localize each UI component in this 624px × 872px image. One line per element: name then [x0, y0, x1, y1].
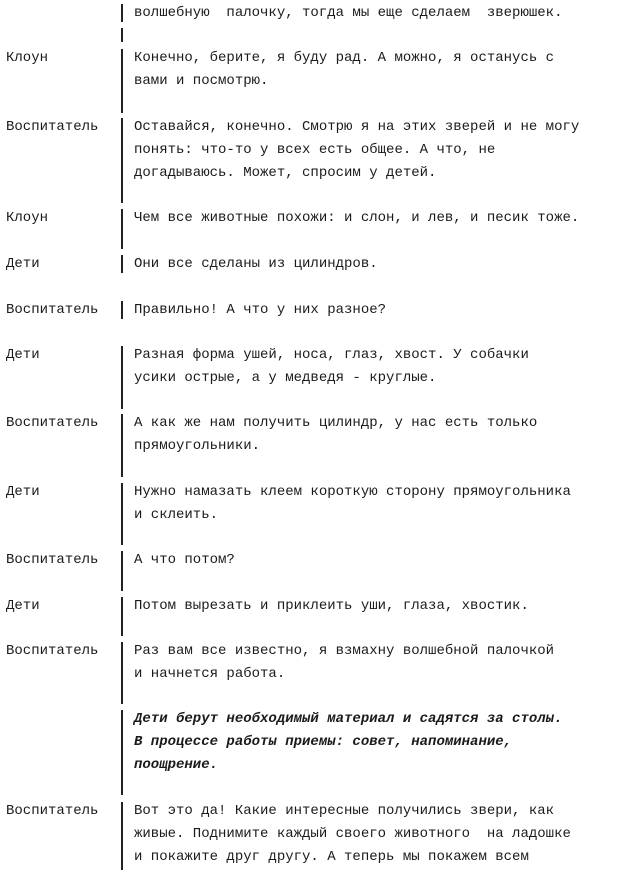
- column-separator: [121, 209, 123, 249]
- speech-text: А как же нам получить цилиндр, у нас есть только прямоугольники.: [134, 415, 538, 454]
- column-separator: [121, 28, 123, 42]
- speaker-name: Дети: [6, 347, 40, 363]
- speaker-name: Воспитатель: [6, 552, 99, 568]
- column-separator: [121, 551, 123, 591]
- column-separator: [121, 642, 123, 704]
- speech-text: Разная форма ушей, носа, глаз, хвост. У собачки усики острые, а у медведя - круглые.: [134, 347, 529, 386]
- speech-text: Оставайся, конечно. Смотрю я на этих зверей и не могу понять: что-то у всех есть общее. А что, не догадываюсь. Может, спросим у детей.: [134, 119, 580, 181]
- column-separator: [121, 255, 123, 273]
- speaker-name: Воспитатель: [6, 803, 99, 819]
- speech-text: А что потом?: [134, 552, 235, 568]
- column-separator: [121, 346, 123, 409]
- speaker-name: Дети: [6, 484, 40, 500]
- column-separator: [121, 4, 123, 22]
- speech-text: Правильно! А что у них разное?: [134, 302, 387, 318]
- stage-direction: Дети берут необходимый материал и садятся за столы. В процессе работы приемы: совет, напоминание, поощрение.: [134, 711, 563, 773]
- speech-text: Раз вам все известно, я взмахну волшебной палочкой и начнется работа.: [134, 643, 555, 682]
- column-separator: [121, 597, 123, 636]
- speaker-name: Воспитатель: [6, 302, 99, 318]
- speech-text: Чем все животные похожи: и слон, и лев, и песик тоже.: [134, 210, 580, 226]
- speaker-name: Воспитатель: [6, 415, 99, 431]
- speech-text: Конечно, берите, я буду рад. А можно, я останусь с вами и посмотрю.: [134, 50, 555, 89]
- speaker-name: Воспитатель: [6, 643, 99, 659]
- speaker-name: Дети: [6, 256, 40, 272]
- speaker-name: Воспитатель: [6, 119, 99, 135]
- column-separator: [121, 49, 123, 113]
- speaker-name: Дети: [6, 598, 40, 614]
- speech-text: Нужно намазать клеем короткую сторону прямоугольника и склеить.: [134, 484, 571, 523]
- speech-text: волшебную палочку, тогда мы еще сделаем зверюшек.: [134, 5, 563, 21]
- speaker-name: Клоун: [6, 50, 49, 66]
- column-separator: [121, 802, 123, 870]
- speech-text: Вот это да! Какие интересные получились звери, как живые. Поднимите каждый своего животного на ладошке и покажите друг другу. А теперь мы покажем всем: [134, 803, 571, 865]
- speech-text: Потом вырезать и приклеить уши, глаза, хвостик.: [134, 598, 529, 614]
- speaker-name: Клоун: [6, 210, 49, 226]
- column-separator: [121, 301, 123, 319]
- speech-text: Они все сделаны из цилиндров.: [134, 256, 378, 272]
- column-separator: [121, 118, 123, 203]
- column-separator: [121, 414, 123, 477]
- column-separator: [121, 710, 123, 795]
- column-separator: [121, 483, 123, 545]
